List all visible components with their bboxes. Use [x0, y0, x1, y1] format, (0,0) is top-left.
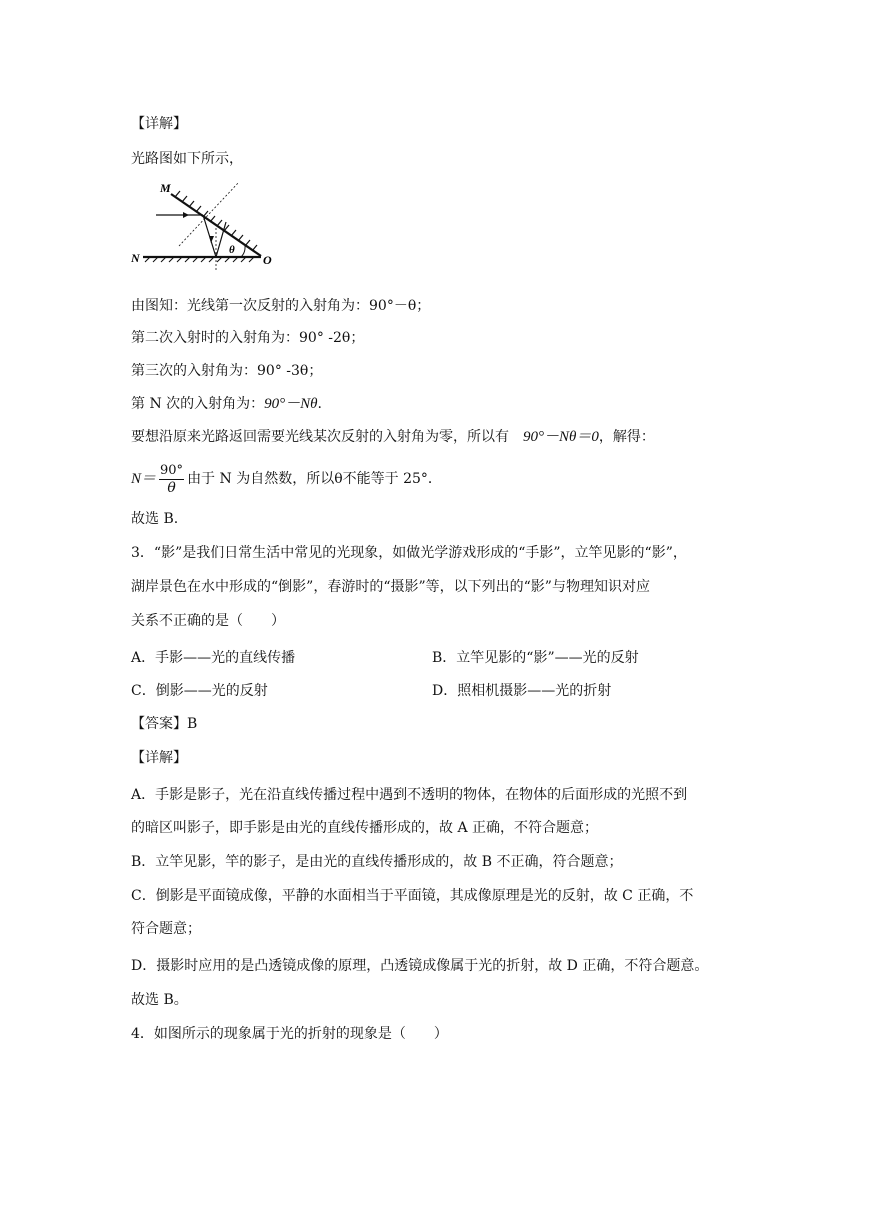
- q3-explain-d: D．摄影时应用的是凸透镜成像的原理，凸透镜成像属于光的折射，故 D 正确，不符合题意。: [131, 958, 709, 974]
- reasoning-line-4: [131, 394, 322, 414]
- q3-stem-line-1: 3．“影”是我们日常生活中常见的光现象，如做光学游戏形成的“手影”，立竿见影的“影”，: [131, 545, 687, 561]
- answer-line-q2: 故选 B.: [131, 511, 179, 527]
- reasoning-line-5-text: 要想沿原来光路返回需要光线某次反射的入射角为零，所以有: [131, 429, 509, 445]
- reasoning-line-5: [131, 427, 655, 447]
- reasoning-line-4-text: 第 N 次的入射角为：: [131, 396, 265, 412]
- section-heading: 【详解】: [131, 116, 187, 132]
- reasoning-line-2: 第二次入射时的入射角为：90° -2θ；: [131, 330, 365, 346]
- q3-explain-c-line-1: C．倒影是平面镜成像，平静的水面相当于平面镜，其成像原理是光的反射，故 C 正确，不: [131, 888, 694, 904]
- q3-answer: 【答案】B: [131, 716, 198, 732]
- reasoning-line-4-end: .: [317, 396, 322, 412]
- reasoning-line-6-text: 由于 N 为自然数，所以θ不能等于 25°．: [187, 471, 442, 487]
- q3-explain-a-line-1: A．手影是影子，光在沿直线传播过程中遇到不透明的物体，在物体的后面形成的光照不到: [131, 787, 688, 803]
- q3-option-b: B．立竿见影的“影”——光的反射: [432, 650, 639, 666]
- label-theta: θ: [229, 244, 235, 256]
- q3-explain-a-line-2: 的暗区叫影子，即手影是由光的直线传播形成的，故 A 正确，不符合题意；: [131, 820, 599, 836]
- incident-arrow: [183, 212, 189, 218]
- q3-option-c: C．倒影——光的反射: [131, 683, 268, 699]
- formula-fraction: [159, 463, 184, 496]
- q3-option-d: D．照相机摄影——光的折射: [432, 683, 612, 699]
- q3-stem-line-3: 关系不正确的是（ ）: [131, 613, 285, 629]
- reasoning-line-5-end: ，解得：: [598, 429, 655, 445]
- q3-final-answer: 故选 B。: [131, 992, 188, 1008]
- reasoning-line-3: 第三次的入射角为：90° -3θ；: [131, 363, 323, 379]
- theta-arc: [241, 246, 245, 257]
- fraction-numerator: 90°: [160, 462, 184, 478]
- formula-zero-angle: 90°－Nθ＝0: [523, 429, 599, 445]
- q3-explain-c-line-2: 符合题意；: [131, 921, 201, 937]
- reasoning-line-6: [131, 462, 442, 496]
- intro-text: 光路图如下所示，: [131, 151, 243, 167]
- q3-stem-line-2: 湖岸景色在水中形成的“倒影”，春游时的“摄影”等，以下列出的“影”与物理知识对应: [131, 579, 650, 595]
- fraction-denominator: θ: [167, 479, 176, 496]
- formula-nth-angle: 90°－Nθ: [264, 396, 318, 412]
- label-o: O: [263, 253, 272, 267]
- q3-option-a: A．手影——光的直线传播: [131, 650, 296, 666]
- label-n: N: [131, 251, 140, 265]
- q3-explain-b: B．立竿见影，竿的影子，是由光的直线传播形成的，故 B 不正确，符合题意；: [131, 854, 623, 870]
- reasoning-line-1: 由图知：光线第一次反射的入射角为：90°－θ；: [131, 298, 431, 314]
- light-path-diagram: [131, 180, 281, 272]
- q4-stem: 4．如图所示的现象属于光的折射的现象是（ ）: [131, 1026, 448, 1042]
- q3-detail-heading: 【详解】: [131, 750, 187, 766]
- label-m: M: [160, 181, 171, 195]
- formula-n-lhs: N＝: [131, 471, 157, 487]
- mirror-mo: [171, 194, 261, 256]
